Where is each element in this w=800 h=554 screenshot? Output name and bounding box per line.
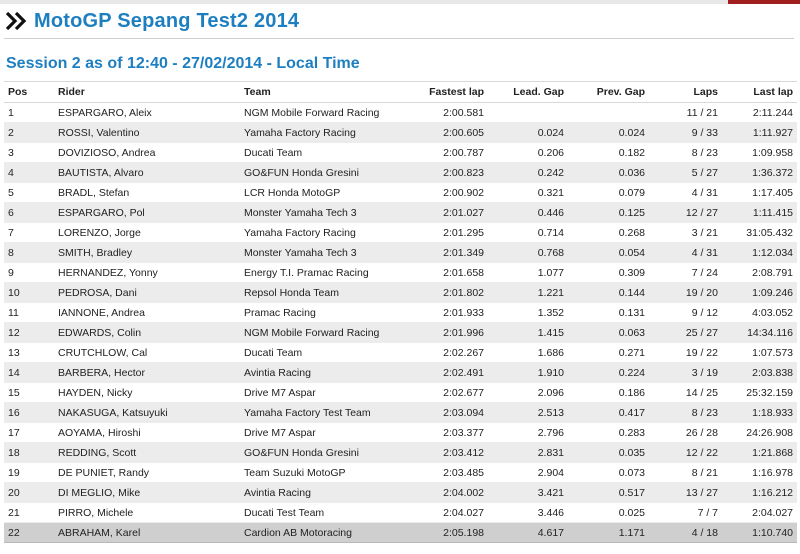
cell-pos: 22 (4, 523, 54, 543)
cell-laps: 14 / 25 (649, 383, 722, 403)
cell-fastest-lap: 2:02.491 (402, 363, 488, 383)
cell-pos: 4 (4, 163, 54, 183)
cell-last-lap: 1:07.573 (722, 343, 797, 363)
cell-rider: BAUTISTA, Alvaro (54, 163, 240, 183)
table-row (4, 423, 797, 443)
column-header-laps: Laps (649, 82, 722, 103)
cell-prev-gap: 0.417 (568, 403, 649, 423)
cell-last-lap: 1:09.246 (722, 283, 797, 303)
cell-fastest-lap: 2:01.802 (402, 283, 488, 303)
table-row (4, 163, 797, 183)
cell-lead-gap: 3.446 (488, 503, 568, 523)
cell-rider: DE PUNIET, Randy (54, 463, 240, 483)
cell-rider: EDWARDS, Colin (54, 323, 240, 343)
cell-team: NGM Mobile Forward Racing (240, 103, 402, 123)
cell-team: GO&FUN Honda Gresini (240, 443, 402, 463)
cell-lead-gap (488, 103, 568, 123)
cell-last-lap: 1:17.405 (722, 183, 797, 203)
cell-laps: 3 / 21 (649, 223, 722, 243)
cell-team: Drive M7 Aspar (240, 423, 402, 443)
cell-prev-gap: 0.224 (568, 363, 649, 383)
column-header-rider: Rider (54, 82, 240, 103)
cell-prev-gap: 0.073 (568, 463, 649, 483)
cell-prev-gap: 0.054 (568, 243, 649, 263)
cell-lead-gap: 0.714 (488, 223, 568, 243)
cell-laps: 26 / 28 (649, 423, 722, 443)
cell-fastest-lap: 2:04.027 (402, 503, 488, 523)
cell-laps: 11 / 21 (649, 103, 722, 123)
cell-prev-gap: 0.271 (568, 343, 649, 363)
cell-prev-gap: 0.268 (568, 223, 649, 243)
cell-team: Avintia Racing (240, 363, 402, 383)
cell-team: Ducati Team (240, 343, 402, 363)
table-row (4, 103, 797, 123)
page-title: MotoGP Sepang Test2 2014 (34, 9, 300, 32)
cell-rider: IANNONE, Andrea (54, 303, 240, 323)
cell-laps: 8 / 21 (649, 463, 722, 483)
cell-pos: 21 (4, 503, 54, 523)
cell-laps: 3 / 19 (649, 363, 722, 383)
cell-fastest-lap: 2:01.295 (402, 223, 488, 243)
cell-last-lap: 1:16.978 (722, 463, 797, 483)
cell-prev-gap: 0.125 (568, 203, 649, 223)
cell-pos: 20 (4, 483, 54, 503)
cell-team: Avintia Racing (240, 483, 402, 503)
cell-fastest-lap: 2:00.581 (402, 103, 488, 123)
cell-prev-gap: 0.025 (568, 503, 649, 523)
column-header-last-lap: Last lap (722, 82, 797, 103)
cell-rider: BRADL, Stefan (54, 183, 240, 203)
table-row (4, 503, 797, 523)
cell-lead-gap: 1.415 (488, 323, 568, 343)
cell-team: Cardion AB Motoracing (240, 523, 402, 543)
cell-fastest-lap: 2:02.267 (402, 343, 488, 363)
cell-last-lap: 2:11.244 (722, 103, 797, 123)
table-header-row (4, 82, 797, 103)
cell-fastest-lap: 2:03.485 (402, 463, 488, 483)
cell-fastest-lap: 2:00.902 (402, 183, 488, 203)
session-heading: Session 2 as of 12:40 - 27/02/2014 - Local Time (6, 55, 360, 72)
cell-team: Repsol Honda Team (240, 283, 402, 303)
cell-laps: 4 / 31 (649, 183, 722, 203)
cell-fastest-lap: 2:02.677 (402, 383, 488, 403)
cell-last-lap: 1:09.958 (722, 143, 797, 163)
column-header-lead-gap: Lead. Gap (488, 82, 568, 103)
cell-prev-gap: 0.079 (568, 183, 649, 203)
table-row (4, 363, 797, 383)
cell-last-lap: 1:21.868 (722, 443, 797, 463)
cell-laps: 8 / 23 (649, 403, 722, 423)
cell-lead-gap: 0.024 (488, 123, 568, 143)
cell-rider: DOVIZIOSO, Andrea (54, 143, 240, 163)
cell-team: Ducati Test Team (240, 503, 402, 523)
cell-fastest-lap: 2:00.823 (402, 163, 488, 183)
cell-laps: 12 / 22 (649, 443, 722, 463)
cell-rider: PIRRO, Michele (54, 503, 240, 523)
cell-last-lap: 2:08.791 (722, 263, 797, 283)
results-table-container (4, 81, 797, 543)
cell-prev-gap: 0.186 (568, 383, 649, 403)
cell-pos: 5 (4, 183, 54, 203)
cell-laps: 4 / 31 (649, 243, 722, 263)
cell-laps: 12 / 27 (649, 203, 722, 223)
cell-fastest-lap: 2:01.996 (402, 323, 488, 343)
cell-fastest-lap: 2:01.349 (402, 243, 488, 263)
cell-laps: 9 / 12 (649, 303, 722, 323)
cell-prev-gap: 0.144 (568, 283, 649, 303)
column-header-pos: Pos (4, 82, 54, 103)
cell-lead-gap: 0.446 (488, 203, 568, 223)
cell-rider: BARBERA, Hector (54, 363, 240, 383)
cell-rider: DI MEGLIO, Mike (54, 483, 240, 503)
top-bar-accent (728, 0, 800, 4)
cell-last-lap: 2:03.838 (722, 363, 797, 383)
cell-pos: 1 (4, 103, 54, 123)
cell-rider: SMITH, Bradley (54, 243, 240, 263)
cell-laps: 13 / 27 (649, 483, 722, 503)
cell-rider: ESPARGARO, Pol (54, 203, 240, 223)
cell-laps: 7 / 7 (649, 503, 722, 523)
cell-fastest-lap: 2:00.605 (402, 123, 488, 143)
cell-fastest-lap: 2:04.002 (402, 483, 488, 503)
cell-pos: 16 (4, 403, 54, 423)
cell-lead-gap: 0.321 (488, 183, 568, 203)
cell-laps: 8 / 23 (649, 143, 722, 163)
cell-lead-gap: 1.686 (488, 343, 568, 363)
cell-laps: 19 / 22 (649, 343, 722, 363)
cell-prev-gap: 0.283 (568, 423, 649, 443)
header-divider (4, 38, 794, 39)
cell-lead-gap: 2.513 (488, 403, 568, 423)
table-row (4, 223, 797, 243)
cell-last-lap: 1:11.415 (722, 203, 797, 223)
cell-pos: 10 (4, 283, 54, 303)
cell-prev-gap: 0.131 (568, 303, 649, 323)
cell-last-lap: 1:10.740 (722, 523, 797, 543)
cell-lead-gap: 2.904 (488, 463, 568, 483)
cell-rider: REDDING, Scott (54, 443, 240, 463)
cell-rider: ESPARGARO, Aleix (54, 103, 240, 123)
cell-last-lap: 2:04.027 (722, 503, 797, 523)
cell-team: Monster Yamaha Tech 3 (240, 203, 402, 223)
table-row (4, 303, 797, 323)
cell-rider: HERNANDEZ, Yonny (54, 263, 240, 283)
cell-pos: 14 (4, 363, 54, 383)
cell-team: Pramac Racing (240, 303, 402, 323)
cell-team: LCR Honda MotoGP (240, 183, 402, 203)
cell-prev-gap: 0.182 (568, 143, 649, 163)
cell-fastest-lap: 2:00.787 (402, 143, 488, 163)
cell-lead-gap: 1.910 (488, 363, 568, 383)
cell-team: Team Suzuki MotoGP (240, 463, 402, 483)
cell-team: Yamaha Factory Test Team (240, 403, 402, 423)
cell-lead-gap: 2.096 (488, 383, 568, 403)
cell-fastest-lap: 2:01.658 (402, 263, 488, 283)
table-body (4, 103, 797, 543)
page-header (6, 8, 299, 34)
table-row (4, 283, 797, 303)
results-table (4, 81, 797, 543)
cell-laps: 25 / 27 (649, 323, 722, 343)
cell-pos: 12 (4, 323, 54, 343)
cell-laps: 7 / 24 (649, 263, 722, 283)
cell-prev-gap: 0.517 (568, 483, 649, 503)
cell-rider: LORENZO, Jorge (54, 223, 240, 243)
cell-rider: HAYDEN, Nicky (54, 383, 240, 403)
cell-fastest-lap: 2:03.094 (402, 403, 488, 423)
cell-team: Monster Yamaha Tech 3 (240, 243, 402, 263)
cell-fastest-lap: 2:03.412 (402, 443, 488, 463)
top-bar (0, 0, 800, 4)
cell-last-lap: 4:03.052 (722, 303, 797, 323)
cell-prev-gap: 0.309 (568, 263, 649, 283)
column-header-prev-gap: Prev. Gap (568, 82, 649, 103)
table-row (4, 263, 797, 283)
cell-team: GO&FUN Honda Gresini (240, 163, 402, 183)
cell-prev-gap: 0.024 (568, 123, 649, 143)
cell-last-lap: 25:32.159 (722, 383, 797, 403)
cell-laps: 5 / 27 (649, 163, 722, 183)
cell-pos: 17 (4, 423, 54, 443)
cell-team: Energy T.I. Pramac Racing (240, 263, 402, 283)
cell-lead-gap: 2.831 (488, 443, 568, 463)
cell-prev-gap: 0.063 (568, 323, 649, 343)
cell-team: NGM Mobile Forward Racing (240, 323, 402, 343)
cell-lead-gap: 1.077 (488, 263, 568, 283)
cell-pos: 8 (4, 243, 54, 263)
cell-last-lap: 1:12.034 (722, 243, 797, 263)
cell-last-lap: 14:34.116 (722, 323, 797, 343)
cell-rider: PEDROSA, Dani (54, 283, 240, 303)
cell-fastest-lap: 2:03.377 (402, 423, 488, 443)
cell-fastest-lap: 2:01.027 (402, 203, 488, 223)
cell-pos: 18 (4, 443, 54, 463)
cell-lead-gap: 2.796 (488, 423, 568, 443)
table-row (4, 183, 797, 203)
cell-rider: ROSSI, Valentino (54, 123, 240, 143)
cell-laps: 4 / 18 (649, 523, 722, 543)
cell-prev-gap: 0.035 (568, 443, 649, 463)
cell-team: Yamaha Factory Racing (240, 123, 402, 143)
cell-lead-gap: 4.617 (488, 523, 568, 543)
cell-lead-gap: 1.221 (488, 283, 568, 303)
cell-rider: NAKASUGA, Katsuyuki (54, 403, 240, 423)
cell-team: Yamaha Factory Racing (240, 223, 402, 243)
column-header-team: Team (240, 82, 402, 103)
cell-pos: 15 (4, 383, 54, 403)
cell-rider: AOYAMA, Hiroshi (54, 423, 240, 443)
cell-lead-gap: 3.421 (488, 483, 568, 503)
cell-pos: 7 (4, 223, 54, 243)
cell-rider: ABRAHAM, Karel (54, 523, 240, 543)
column-header-fastest-lap: Fastest lap (402, 82, 488, 103)
cell-rider: CRUTCHLOW, Cal (54, 343, 240, 363)
table-row (4, 523, 797, 543)
cell-laps: 19 / 20 (649, 283, 722, 303)
cell-team: Drive M7 Aspar (240, 383, 402, 403)
cell-last-lap: 1:18.933 (722, 403, 797, 423)
cell-last-lap: 1:11.927 (722, 123, 797, 143)
table-row (4, 323, 797, 343)
table-row (4, 463, 797, 483)
cell-pos: 6 (4, 203, 54, 223)
table-row (4, 383, 797, 403)
cell-lead-gap: 0.206 (488, 143, 568, 163)
cell-pos: 13 (4, 343, 54, 363)
cell-fastest-lap: 2:05.198 (402, 523, 488, 543)
cell-last-lap: 1:16.212 (722, 483, 797, 503)
cell-pos: 2 (4, 123, 54, 143)
table-row (4, 403, 797, 423)
cell-fastest-lap: 2:01.933 (402, 303, 488, 323)
table-row (4, 203, 797, 223)
cell-last-lap: 1:36.372 (722, 163, 797, 183)
cell-laps: 9 / 33 (649, 123, 722, 143)
table-row (4, 243, 797, 263)
cell-pos: 11 (4, 303, 54, 323)
cell-last-lap: 31:05.432 (722, 223, 797, 243)
cell-last-lap: 24:26.908 (722, 423, 797, 443)
cell-team: Ducati Team (240, 143, 402, 163)
double-chevron-right-icon (6, 12, 28, 30)
cell-lead-gap: 0.242 (488, 163, 568, 183)
table-row (4, 343, 797, 363)
table-row (4, 443, 797, 463)
cell-lead-gap: 1.352 (488, 303, 568, 323)
table-row (4, 483, 797, 503)
cell-pos: 3 (4, 143, 54, 163)
cell-prev-gap: 0.036 (568, 163, 649, 183)
table-row (4, 123, 797, 143)
cell-prev-gap: 1.171 (568, 523, 649, 543)
cell-prev-gap (568, 103, 649, 123)
cell-pos: 19 (4, 463, 54, 483)
table-row (4, 143, 797, 163)
cell-pos: 9 (4, 263, 54, 283)
cell-lead-gap: 0.768 (488, 243, 568, 263)
